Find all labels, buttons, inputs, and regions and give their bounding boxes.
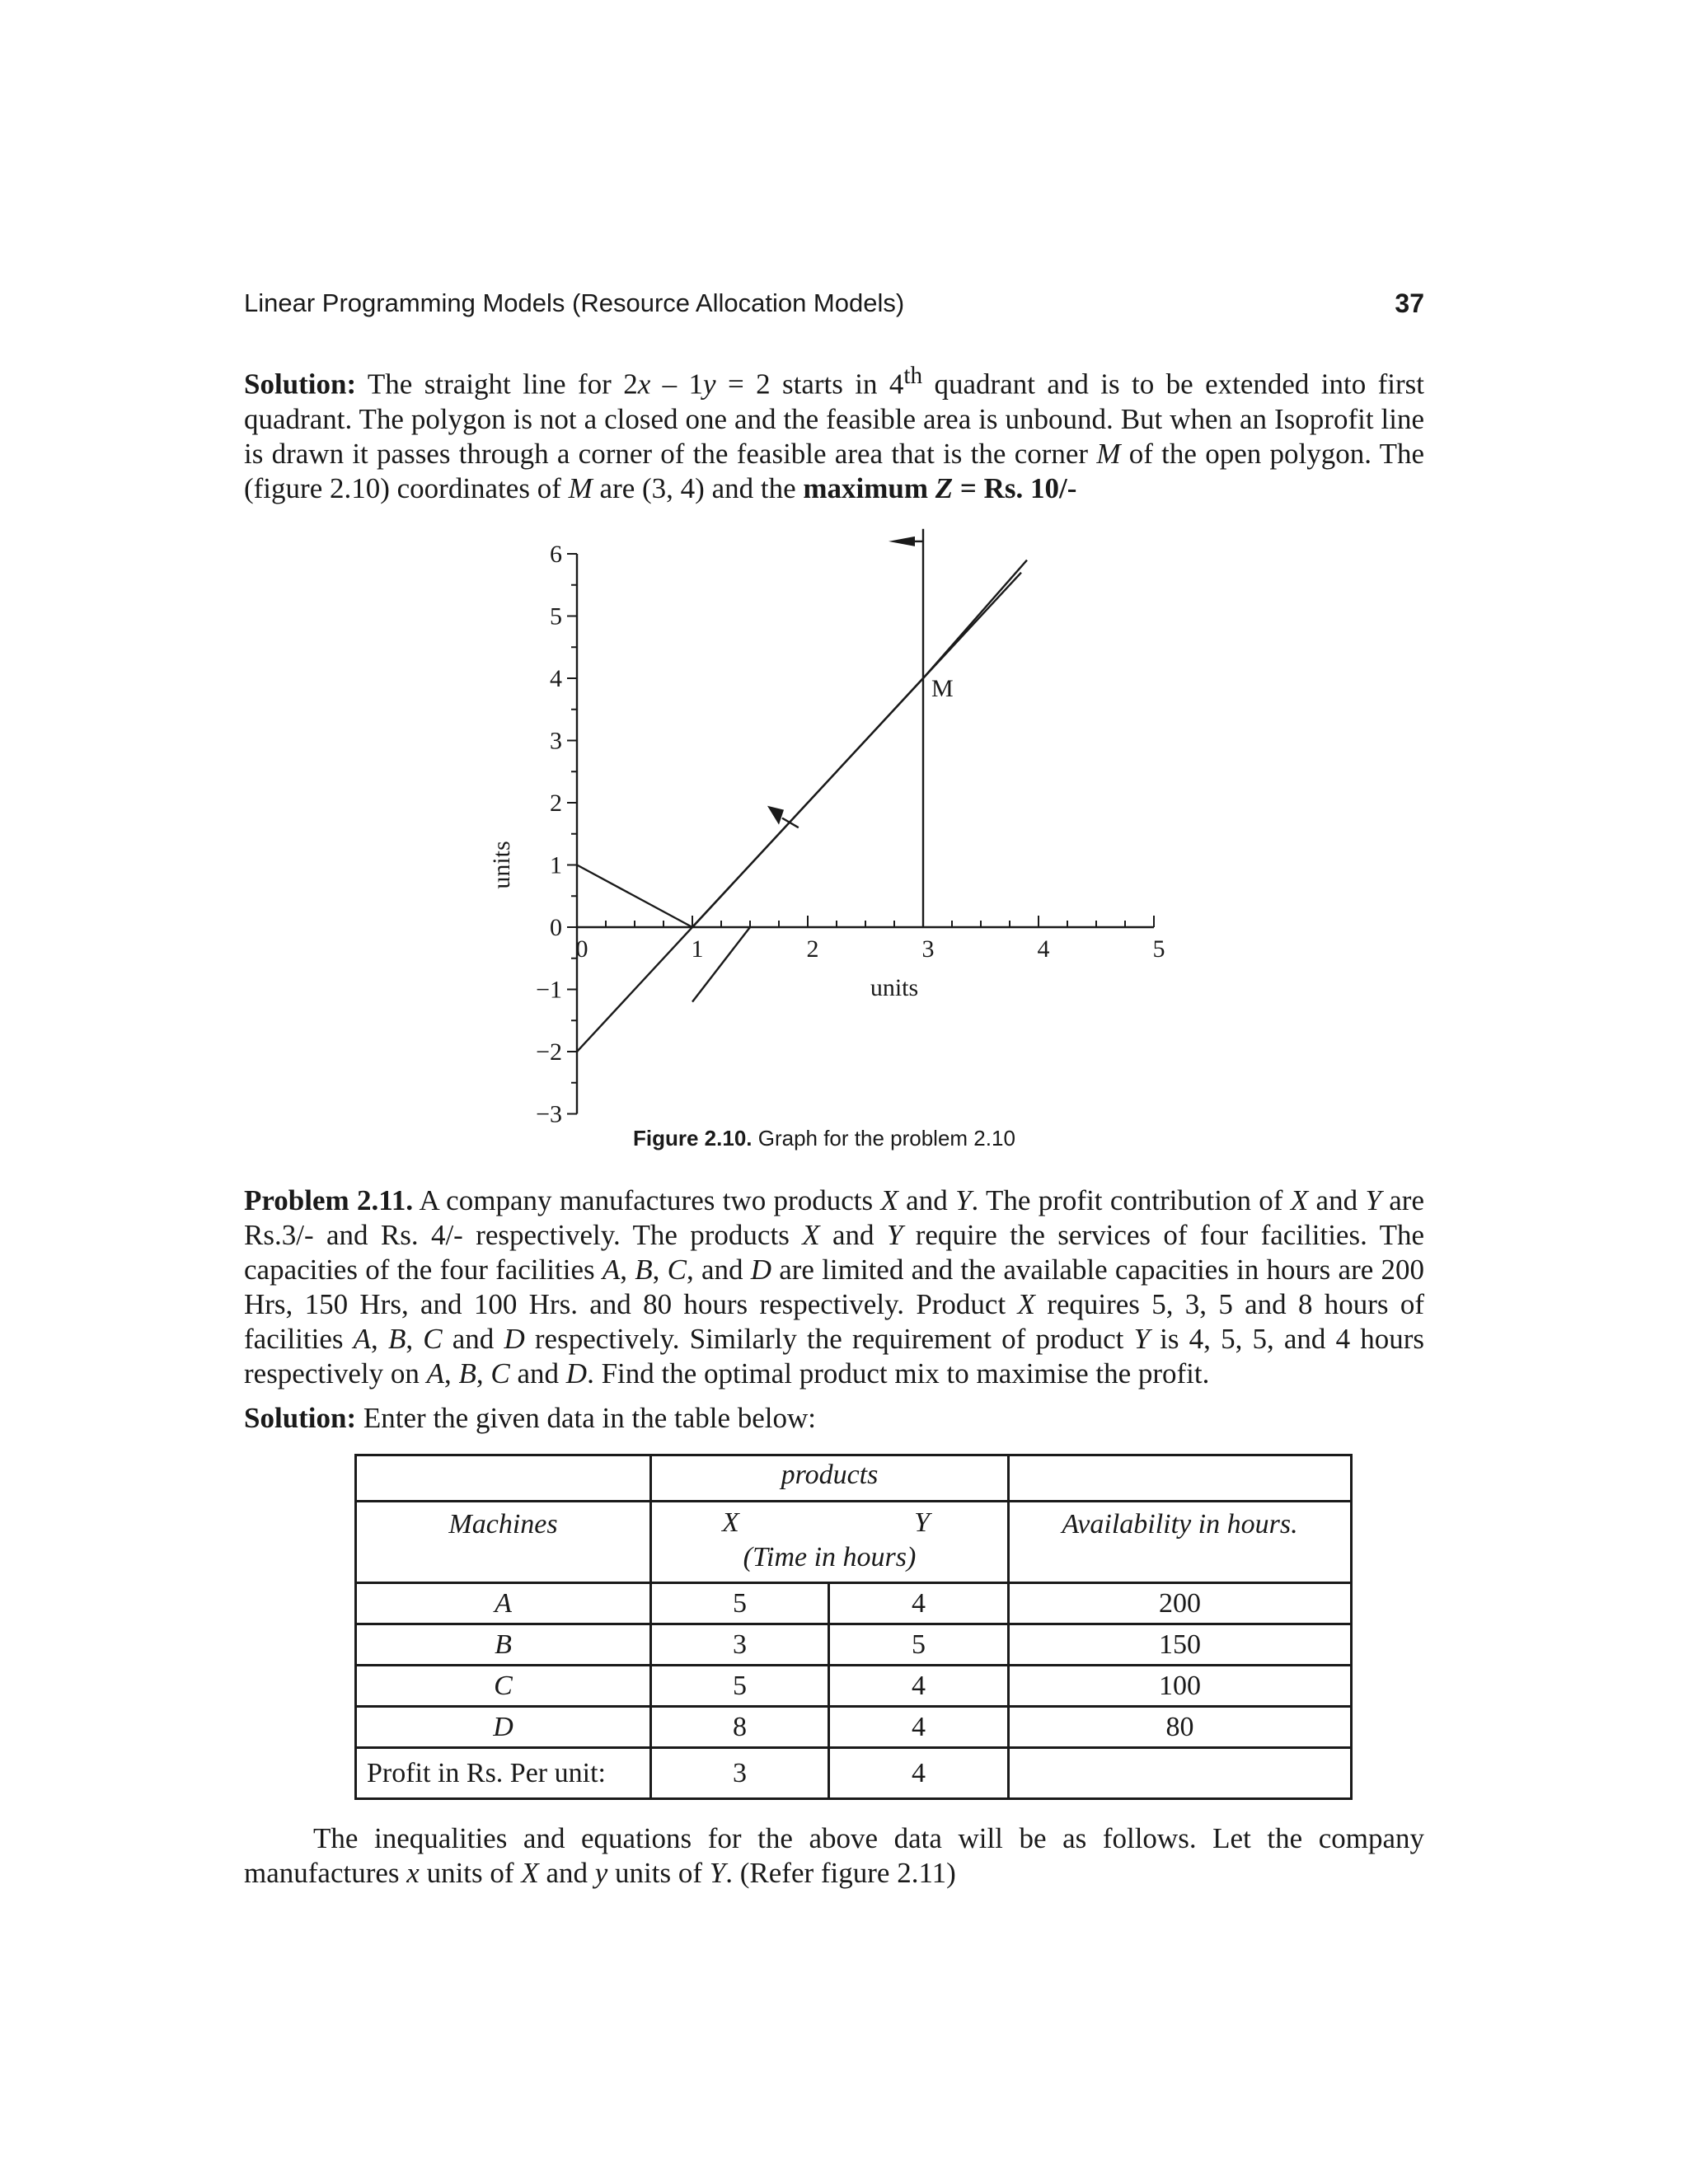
- arrow-head-icon: [767, 806, 784, 825]
- table-header-row: [356, 1502, 1352, 1583]
- y-tick-label: 3: [550, 727, 562, 755]
- table-row: [356, 1624, 1352, 1666]
- availability-header: Availability in hours.: [1009, 1502, 1352, 1583]
- profit-label: Profit in Rs. Per unit:: [356, 1748, 651, 1799]
- caption-label: Figure 2.10.: [633, 1126, 753, 1151]
- y-tick-label: 5: [550, 602, 562, 630]
- profit-y: 4: [829, 1748, 1009, 1799]
- y-tick-label: 4: [550, 665, 562, 692]
- y-cell: 4: [829, 1583, 1009, 1624]
- x-tick-label: 4: [1037, 935, 1050, 963]
- x-header: X: [722, 1507, 739, 1538]
- x-cell: 3: [651, 1624, 829, 1666]
- closing-paragraph: The inequalities and equations for the above data will be as follows. Let the company manufactures x units of X and y units of Y. (Refer figure 2.11): [244, 1822, 1424, 1889]
- x-tick-label: 5: [1152, 935, 1165, 963]
- availability-cell: 200: [1009, 1583, 1352, 1624]
- y-tick-label: −2: [536, 1038, 562, 1066]
- figure-2-10: [486, 519, 1212, 1154]
- profit-x: 3: [651, 1748, 829, 1799]
- y-tick-label: −1: [536, 976, 562, 1004]
- series-line-1: [577, 865, 692, 928]
- problem-paragraph: Problem 2.11. A company manufactures two products X and Y. The profit contribution of X and Y are Rs.3/- and Rs. 4/- respectively. The products X and Y require the services of four facilities. The capacities of the four facilities A, B, C, and D are limited and the available capacities in hours are 200 Hrs, 150 Hrs, and 100 Hrs. and 80 hours respectively. Product X requires 5, 3, 5 and 8 hours of facilities A, B, C and D respectively. Similarly the requirement of product Y is 4, 5, 5, and 4 hours respectively on A, B, C and D. Find the optimal product mix to maximise the profit.: [244, 1184, 1424, 1390]
- time-unit: (Time in hours): [743, 1542, 917, 1572]
- products-header: products: [651, 1455, 1009, 1502]
- profit-row: [356, 1748, 1352, 1799]
- y-cell: 4: [829, 1666, 1009, 1707]
- y-cell: 5: [829, 1624, 1009, 1666]
- machines-header: Machines: [356, 1502, 651, 1583]
- x-tick-label: 3: [921, 935, 935, 963]
- series-line-3: [577, 560, 1027, 1052]
- solution-2-paragraph: Solution: Enter the given data in the table below:: [244, 1402, 817, 1434]
- running-head: [244, 288, 1424, 325]
- y-tick-label: 6: [550, 541, 562, 568]
- figure-caption: [633, 1126, 1015, 1151]
- xy-header: [651, 1502, 1009, 1583]
- y-cell: 4: [829, 1707, 1009, 1748]
- graph-chart: [486, 519, 1212, 1154]
- x-cell: 5: [651, 1583, 829, 1624]
- table-row: [356, 1455, 1352, 1502]
- machine-cell: B: [356, 1624, 651, 1666]
- machine-cell: A: [356, 1583, 651, 1624]
- x-cell: 5: [651, 1666, 829, 1707]
- table-row: [356, 1707, 1352, 1748]
- solution-2-label: Solution:: [244, 1402, 357, 1434]
- availability-cell: 150: [1009, 1624, 1352, 1666]
- solution-label: Solution:: [244, 368, 357, 401]
- running-title: Linear Programming Models (Resource Allocation Models): [244, 288, 905, 317]
- problem-label: Problem 2.11.: [244, 1184, 414, 1216]
- availability-cell: 80: [1009, 1707, 1352, 1748]
- machine-cell: C: [356, 1666, 651, 1707]
- x-cell: 8: [651, 1707, 829, 1748]
- y-tick-label: 0: [550, 914, 562, 941]
- caption-text: Graph for the problem 2.10: [752, 1126, 1015, 1151]
- point-label-m: M: [931, 675, 954, 702]
- x-tick-label: 1: [691, 935, 704, 963]
- x-tick-label: 2: [806, 935, 819, 963]
- y-header: Y: [914, 1507, 930, 1538]
- y-tick-label: −3: [536, 1100, 562, 1128]
- arrow-head-icon: [889, 537, 915, 546]
- x-axis-title: units: [870, 974, 919, 1002]
- facility-table: [354, 1454, 1353, 1800]
- machine-cell: D: [356, 1707, 651, 1748]
- table-row: [356, 1583, 1352, 1624]
- x-tick-label: 0: [575, 935, 588, 963]
- y-tick-label: 2: [550, 790, 562, 817]
- y-tick-label: 1: [550, 851, 562, 879]
- table-row: [356, 1666, 1352, 1707]
- solution-paragraph: Solution: The straight line for 2x – 1y = 2 starts in 4th quadrant and is to be extended into first quadrant. The polygon is not a closed one and the feasible area is unbound. But when an Isoprofit line is drawn it passes through a corner of the feasible area that is the corner M of the open polygon. The (figure 2.10) coordinates of M are (3, 4) and the maximum Z = Rs. 10/-: [244, 363, 1425, 504]
- availability-cell: 100: [1009, 1666, 1352, 1707]
- y-axis-title: units: [488, 841, 515, 889]
- page-number: 37: [1395, 288, 1424, 318]
